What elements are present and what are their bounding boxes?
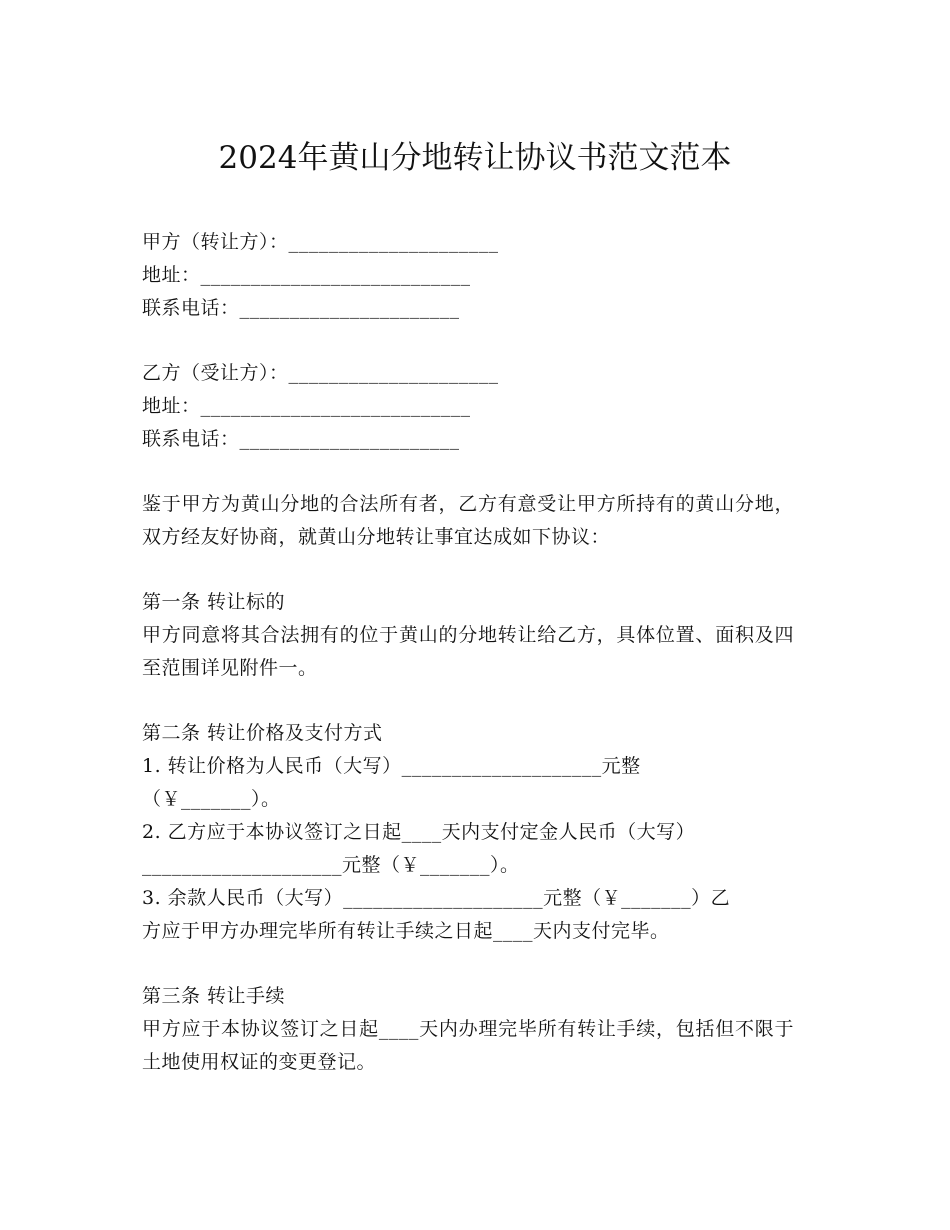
- article-2-item-2-line-1: 2. 乙方应于本协议签订之日起____天内支付定金人民币（大写）: [142, 821, 696, 843]
- party-a-name-line: 甲方（转让方）：_____________________: [142, 231, 499, 253]
- party-b-phone-line: 联系电话：______________________: [142, 428, 460, 450]
- preamble-paragraph: 鉴于甲方为黄山分地的合法所有者，乙方有意受让甲方所持有的黄山分地，双方经友好协商，就黄山分地转让事宜达成如下协议：: [142, 493, 794, 548]
- article-2-item-2-line-2: ____________________元整（￥_______）。: [142, 854, 520, 876]
- document-body: [142, 226, 794, 1079]
- article-2-item-3-line-2: 方应于甲方办理完毕所有转让手续之日起____天内支付完毕。: [142, 920, 670, 942]
- document-title: 2024年黄山分地转让协议书范文范本: [218, 140, 732, 176]
- spacer: [142, 948, 794, 980]
- spacer: [142, 456, 794, 488]
- spacer: [142, 325, 794, 357]
- article-2-heading: 第二条 转让价格及支付方式: [142, 722, 383, 744]
- article-2-item-1-line-2: （￥_______）。: [142, 788, 281, 810]
- party-a-phone-line: 联系电话：______________________: [142, 297, 460, 319]
- article-3-heading: 第三条 转让手续: [142, 985, 286, 1007]
- party-a-address-line: 地址：___________________________: [142, 264, 471, 286]
- article-2-item-3-line-1: 3. 余款人民币（大写）____________________元整（￥_______）乙: [142, 887, 731, 909]
- article-1-text: 甲方同意将其合法拥有的位于黄山的分地转让给乙方，具体位置、面积及四至范围详见附件一。: [142, 624, 794, 679]
- party-b-address-line: 地址：___________________________: [142, 395, 471, 417]
- article-3-text: 甲方应于本协议签订之日起____天内办理完毕所有转让手续，包括但不限于土地使用权证的变更登记。: [142, 1018, 794, 1073]
- article-1-heading: 第一条 转让标的: [142, 591, 286, 613]
- spacer: [142, 554, 794, 586]
- party-b-name-line: 乙方（受让方）：_____________________: [142, 362, 499, 384]
- spacer: [142, 685, 794, 717]
- article-2-item-1-line-1: 1. 转让价格为人民币（大写）____________________元整: [142, 755, 641, 777]
